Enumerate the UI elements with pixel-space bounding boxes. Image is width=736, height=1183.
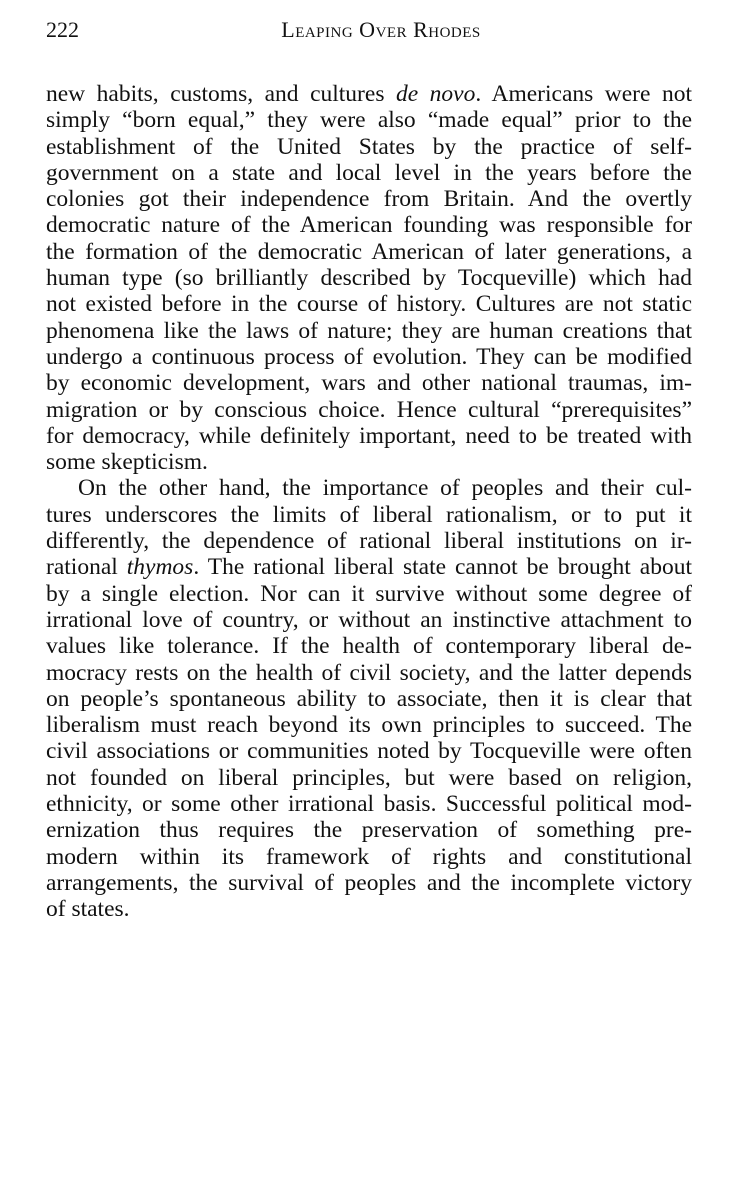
text-line <box>46 186 692 212</box>
text-segment: the formation of the democratic American of later generations, a <box>46 238 692 265</box>
text-segment: phenomena like the laws of nature; they are human creations that <box>46 317 692 344</box>
running-title: Leaping Over Rhodes <box>281 17 481 42</box>
text-segment: on people’s spontaneous ability to associate, then it is clear that <box>46 685 692 712</box>
text-line <box>46 502 692 528</box>
text-segment: arrangements, the survival of peoples and the incomplete victory <box>46 869 692 896</box>
text-line <box>46 633 692 659</box>
text-line <box>46 581 692 607</box>
text-segment: democratic nature of the American founding was responsible for <box>46 212 692 239</box>
text-segment: liberalism must reach beyond its own principles to succeed. The <box>46 712 692 739</box>
page-number: 222 <box>46 17 79 42</box>
text-line <box>46 738 692 764</box>
text-line <box>46 344 692 370</box>
text-segment: some skepticism. <box>46 449 208 476</box>
text-segment: undergo a continuous process of evolution. They can be modified <box>46 343 692 370</box>
text-line <box>46 712 692 738</box>
text-segment: ernization thus requires the preservation of something pre- <box>46 817 692 844</box>
text-segment: simply “born equal,” they were also “made equal” prior to the <box>46 107 692 134</box>
text-segment: establishment of the United States by the practice of self- <box>46 133 692 160</box>
text-line <box>46 554 692 580</box>
text-segment: by a single election. Nor can it survive without some degree of <box>46 580 692 607</box>
text-segment: for democracy, while definitely important, need to be treated with <box>46 422 692 449</box>
text-segment: tures underscores the limits of liberal rationalism, or to put it <box>46 501 692 528</box>
text-segment: migration or by conscious choice. Hence cultural “prerequisites” <box>46 396 692 423</box>
body-text <box>46 81 692 923</box>
text-segment: civil associations or communities noted by Tocqueville were often <box>46 738 692 765</box>
text-line <box>46 239 692 265</box>
text-line <box>46 475 692 501</box>
text-line <box>46 607 692 633</box>
text-segment: of states. <box>46 896 130 923</box>
text-segment: not founded on liberal principles, but were based on religion, <box>46 764 692 791</box>
text-segment: rational <box>46 554 127 581</box>
text-line <box>46 318 692 344</box>
text-line <box>46 423 692 449</box>
text-segment: colonies got their independence from Britain. And the overtly <box>46 186 692 213</box>
text-line <box>46 528 692 554</box>
text-line <box>46 265 692 291</box>
text-segment: government on a state and local level in the years before the <box>46 159 692 186</box>
text-segment: not existed before in the course of history. Cultures are not static <box>46 291 692 318</box>
text-line <box>46 870 692 896</box>
text-segment: On the other hand, the importance of peoples and their cul- <box>78 475 692 502</box>
italic-term: thymos <box>126 554 194 581</box>
text-segment: . The rational liberal state cannot be brought about <box>193 554 693 581</box>
text-line <box>46 370 692 396</box>
text-segment: modern within its framework of rights and constitutional <box>46 843 692 870</box>
text-line <box>46 844 692 870</box>
text-segment: new habits, customs, and cultures <box>46 81 396 107</box>
text-line <box>46 107 692 133</box>
text-segment: mocracy rests on the health of civil society, and the latter depends <box>46 659 692 686</box>
text-segment: ethnicity, or some other irrational basis. Successful political mod- <box>46 791 692 818</box>
text-line <box>46 160 692 186</box>
paragraph-1 <box>46 81 692 475</box>
text-segment: human type (so brilliantly described by Tocqueville) which had <box>46 265 692 292</box>
text-segment: . Americans were not <box>475 81 692 107</box>
running-head <box>46 16 692 46</box>
text-line <box>46 397 692 423</box>
text-line <box>46 686 692 712</box>
text-line <box>46 660 692 686</box>
italic-term: de novo <box>395 81 476 107</box>
text-line <box>46 291 692 317</box>
text-line <box>46 449 692 475</box>
text-line <box>46 134 692 160</box>
text-segment: differently, the dependence of rational liberal institutions on ir- <box>46 528 692 555</box>
text-line <box>46 81 692 107</box>
text-line <box>46 896 692 922</box>
text-line <box>46 765 692 791</box>
text-segment: values like tolerance. If the health of contemporary liberal de- <box>46 633 692 660</box>
text-segment: by economic development, wars and other national traumas, im- <box>46 370 692 397</box>
text-segment: irrational love of country, or without an instinctive attachment to <box>46 606 692 633</box>
text-line <box>46 817 692 843</box>
text-line <box>46 212 692 238</box>
text-line <box>46 791 692 817</box>
paragraph-2 <box>46 475 692 922</box>
